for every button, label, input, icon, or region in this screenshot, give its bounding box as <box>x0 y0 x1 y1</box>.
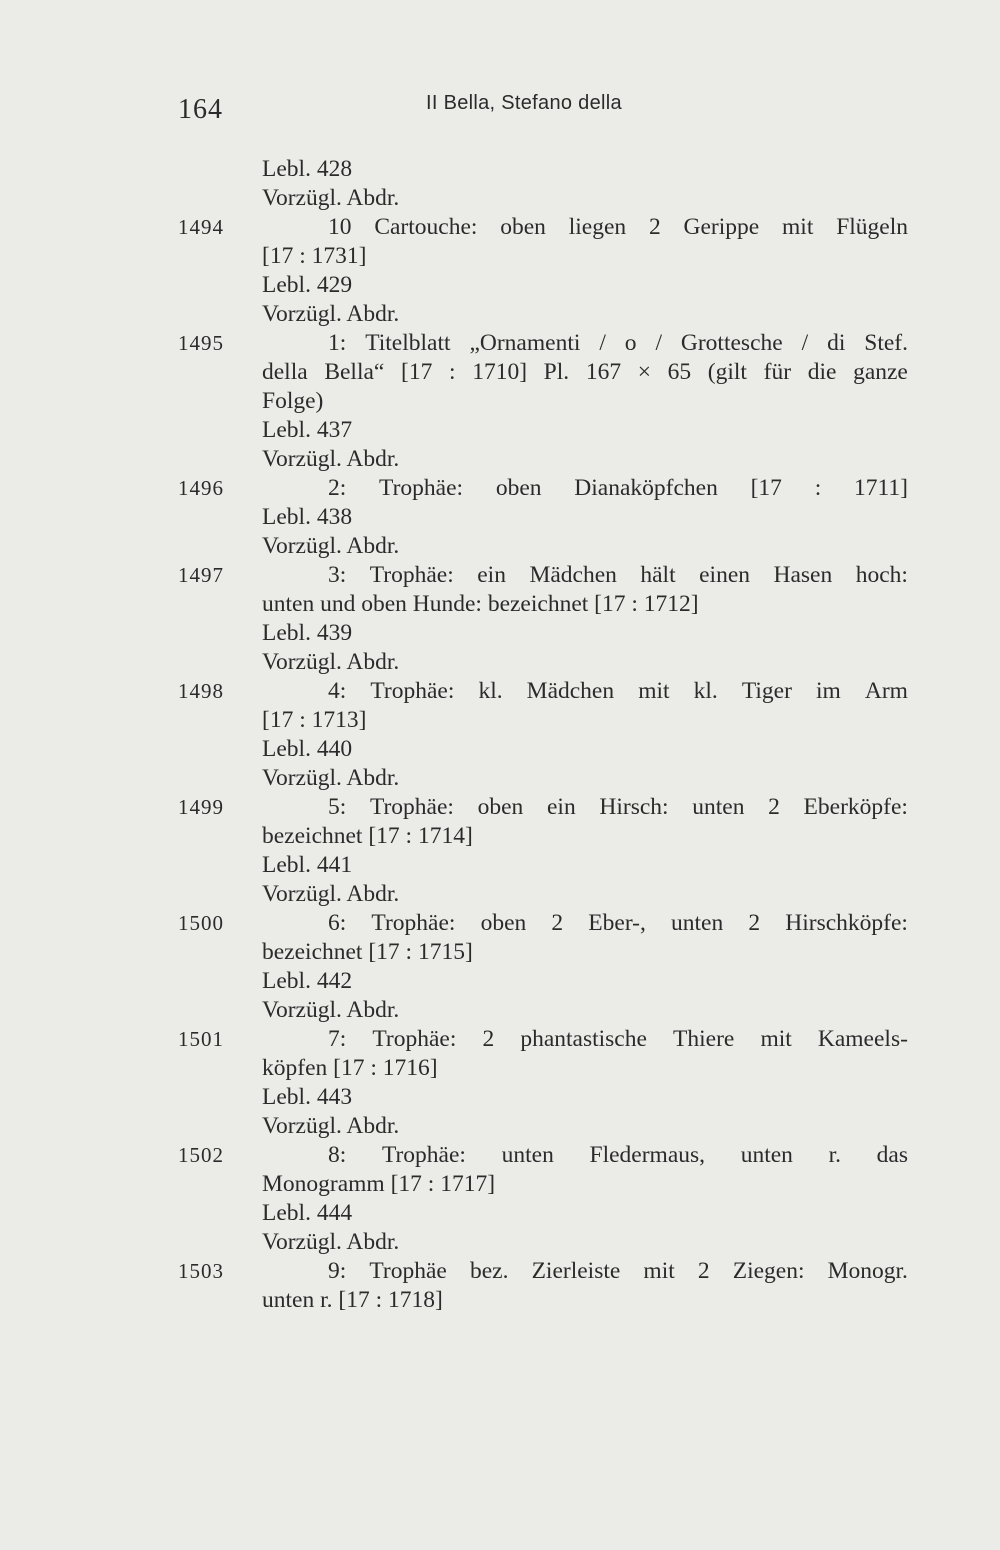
catalog-text: unten und oben Hunde: bezeichnet [17 : 1712] <box>262 591 699 617</box>
catalog-text: Vorzügl. Abdr. <box>262 301 400 327</box>
catalog-number: 1501 <box>178 1027 224 1051</box>
catalog-line <box>178 822 908 851</box>
catalog-line <box>178 735 908 764</box>
catalog-line <box>178 271 908 300</box>
catalog-text: Vorzügl. Abdr. <box>262 649 400 675</box>
catalog-line <box>178 1025 908 1054</box>
catalog-line <box>178 503 908 532</box>
catalog-line <box>178 300 908 329</box>
catalog-text: Vorzügl. Abdr. <box>262 446 400 472</box>
catalog-text: 9: Trophäe bez. Zierleiste mit 2 Ziegen: Monogr. <box>328 1258 908 1284</box>
catalog-number: 1500 <box>178 911 224 935</box>
catalog-text: Lebl. 438 <box>262 504 353 530</box>
catalog-line <box>178 996 908 1025</box>
catalog-line <box>178 851 908 880</box>
catalog-text: 10 Cartouche: oben liegen 2 Gerippe mit Flügeln <box>328 214 908 240</box>
catalog-line <box>178 1054 908 1083</box>
catalog-number: 1498 <box>178 679 224 703</box>
catalog-text: 6: Trophäe: oben 2 Eber-, unten 2 Hirschköpfe: <box>328 910 908 936</box>
catalog-line <box>178 619 908 648</box>
catalog-line <box>178 764 908 793</box>
catalog-text: Vorzügl. Abdr. <box>262 765 400 791</box>
catalog-text: Lebl. 440 <box>262 736 353 762</box>
catalog-text: Vorzügl. Abdr. <box>262 533 400 559</box>
catalog-number: 1496 <box>178 476 224 500</box>
catalog-text: Vorzügl. Abdr. <box>262 185 400 211</box>
catalog-text: 5: Trophäe: oben ein Hirsch: unten 2 Eberköpfe: <box>328 794 908 820</box>
catalog-text: Lebl. 439 <box>262 620 353 646</box>
catalog-text: Monogramm [17 : 1717] <box>262 1171 496 1197</box>
page-number: 164 <box>178 94 223 125</box>
catalog-text: Vorzügl. Abdr. <box>262 1113 400 1139</box>
catalog-line <box>178 1170 908 1199</box>
catalog-line <box>178 909 908 938</box>
catalog-line <box>178 155 908 184</box>
catalog-text: Vorzügl. Abdr. <box>262 997 400 1023</box>
catalog-line <box>178 706 908 735</box>
catalog-text: Vorzügl. Abdr. <box>262 881 400 907</box>
catalog-text: 3: Trophäe: ein Mädchen hält einen Hasen hoch: <box>328 562 908 588</box>
catalog-line <box>178 1083 908 1112</box>
catalog-text: 8: Trophäe: unten Fledermaus, unten r. das <box>328 1142 908 1168</box>
catalog-number: 1499 <box>178 795 224 819</box>
catalog-text: 4: Trophäe: kl. Mädchen mit kl. Tiger im Arm <box>328 678 908 704</box>
catalog-entries <box>178 155 908 1355</box>
catalog-line <box>178 938 908 967</box>
catalog-text: Lebl. 442 <box>262 968 353 994</box>
catalog-text: bezeichnet [17 : 1714] <box>262 823 473 849</box>
catalog-line <box>178 445 908 474</box>
catalog-text: Folge) <box>262 388 324 414</box>
catalog-line <box>178 1228 908 1257</box>
catalog-number: 1502 <box>178 1143 224 1167</box>
page-header <box>174 88 914 128</box>
catalog-line <box>178 242 908 271</box>
catalog-line <box>178 1286 908 1315</box>
catalog-text: della Bella“ [17 : 1710] Pl. 167 × 65 (gilt für die ganze <box>262 359 908 385</box>
catalog-line <box>178 329 908 358</box>
catalog-number: 1503 <box>178 1259 224 1283</box>
catalog-text: köpfen [17 : 1716] <box>262 1055 438 1081</box>
catalog-text: [17 : 1713] <box>262 707 367 733</box>
catalog-text: 2: Trophäe: oben Dianaköpfchen [17 : 1711] <box>328 475 908 501</box>
catalog-line <box>178 967 908 996</box>
catalog-line <box>178 648 908 677</box>
catalog-text: [17 : 1731] <box>262 243 367 269</box>
catalog-line <box>178 590 908 619</box>
catalog-text: Vorzügl. Abdr. <box>262 1229 400 1255</box>
catalog-text: Lebl. 437 <box>262 417 353 443</box>
catalog-text: 1: Titelblatt „Ornamenti / o / Grottesche / di Stef. <box>328 330 908 356</box>
catalog-line <box>178 184 908 213</box>
catalog-line <box>178 387 908 416</box>
catalog-line <box>178 1257 908 1286</box>
catalog-line <box>178 532 908 561</box>
running-title: II Bella, Stefano della <box>426 92 622 114</box>
catalog-line <box>178 1141 908 1170</box>
catalog-line <box>178 416 908 445</box>
catalog-text: 7: Trophäe: 2 phantastische Thiere mit Kameels- <box>328 1026 908 1052</box>
catalog-text: Lebl. 429 <box>262 272 353 298</box>
catalog-line <box>178 1112 908 1141</box>
catalog-line <box>178 474 908 503</box>
catalog-number: 1494 <box>178 215 224 239</box>
catalog-number: 1495 <box>178 331 224 355</box>
catalog-text: Lebl. 428 <box>262 156 353 182</box>
catalog-line <box>178 1199 908 1228</box>
catalog-line <box>178 358 908 387</box>
catalog-line <box>178 561 908 590</box>
catalog-text: bezeichnet [17 : 1715] <box>262 939 473 965</box>
catalog-text: Lebl. 441 <box>262 852 353 878</box>
catalog-line <box>178 213 908 242</box>
catalog-text: Lebl. 444 <box>262 1200 353 1226</box>
catalog-text: unten r. [17 : 1718] <box>262 1287 443 1313</box>
catalog-line <box>178 793 908 822</box>
catalog-line <box>178 880 908 909</box>
catalog-line <box>178 677 908 706</box>
catalog-number: 1497 <box>178 563 224 587</box>
catalog-text: Lebl. 443 <box>262 1084 353 1110</box>
